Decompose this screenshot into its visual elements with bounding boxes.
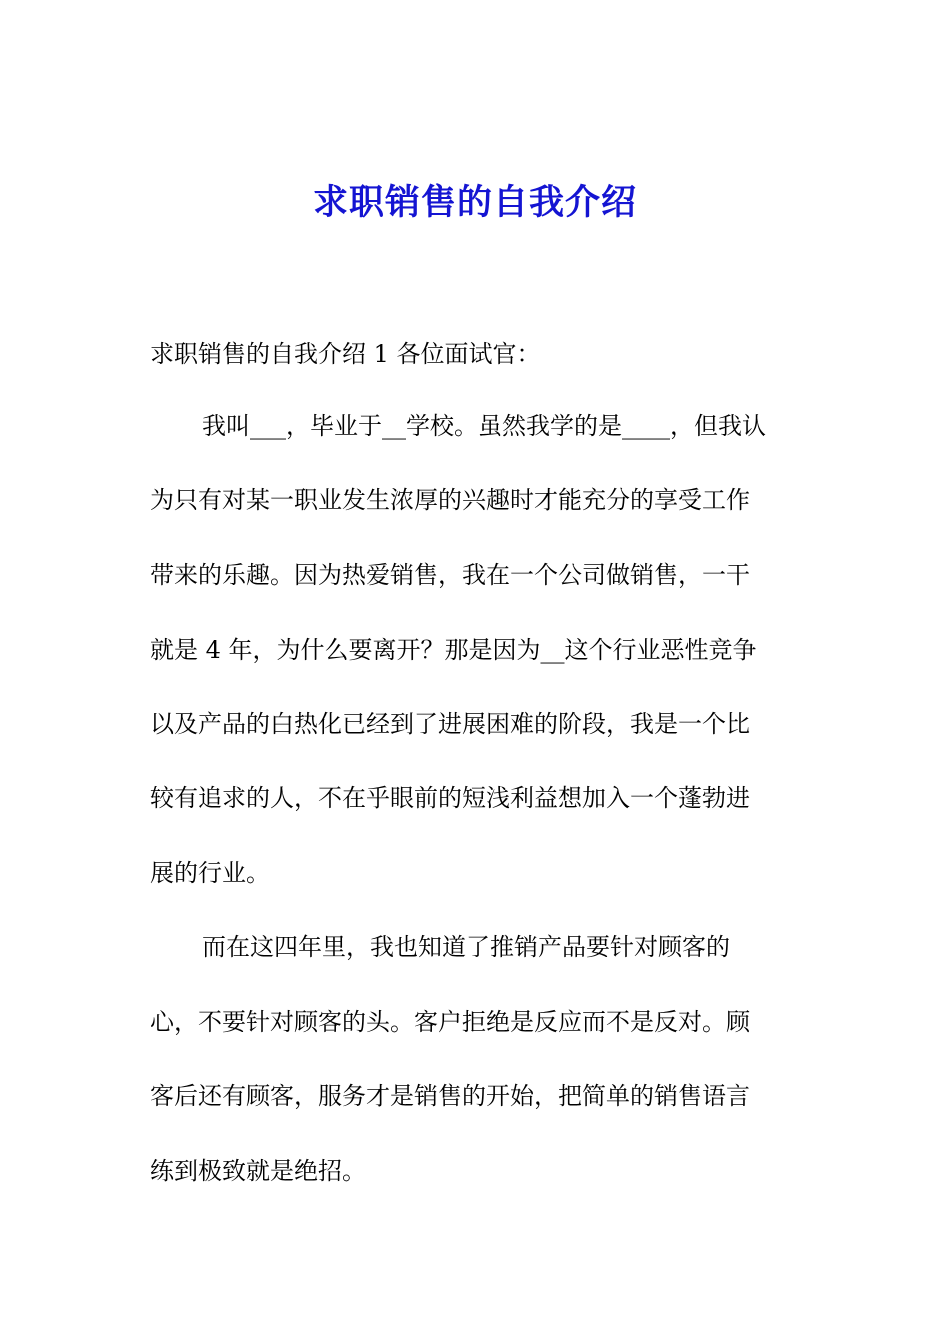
paragraph-2-line-3: 客后还有顾客，服务才是销售的开始，把简单的销售语言 [150, 1082, 750, 1110]
paragraph-2-line-1: 而在这四年里，我也知道了推销产品要针对顾客的 [202, 933, 730, 961]
intro-line: 求职销售的自我介绍 1 各位面试官： [150, 340, 541, 368]
paragraph-1-line-2: 为只有对某一职业发生浓厚的兴趣时才能充分的享受工作 [150, 486, 750, 514]
paragraph-1-line-1: 我叫___，毕业于__学校。虽然我学的是____，但我认 [202, 412, 766, 440]
paragraph-1-line-4: 就是 4 年，为什么要离开？那是因为__这个行业恶性竞争 [150, 636, 757, 664]
page-title: 求职销售的自我介绍 [312, 183, 637, 223]
paragraph-2-line-4: 练到极致就是绝招。 [150, 1157, 366, 1185]
paragraph-1-line-6: 较有追求的人，不在乎眼前的短浅利益想加入一个蓬勃进 [150, 784, 750, 812]
paragraph-1-line-5: 以及产品的白热化已经到了进展困难的阶段，我是一个比 [150, 710, 750, 738]
paragraph-2-line-2: 心，不要针对顾客的头。客户拒绝是反应而不是反对。顾 [150, 1008, 750, 1036]
paragraph-1-line-3: 带来的乐趣。因为热爱销售，我在一个公司做销售，一干 [150, 561, 750, 589]
paragraph-1-line-7: 展的行业。 [150, 859, 270, 887]
